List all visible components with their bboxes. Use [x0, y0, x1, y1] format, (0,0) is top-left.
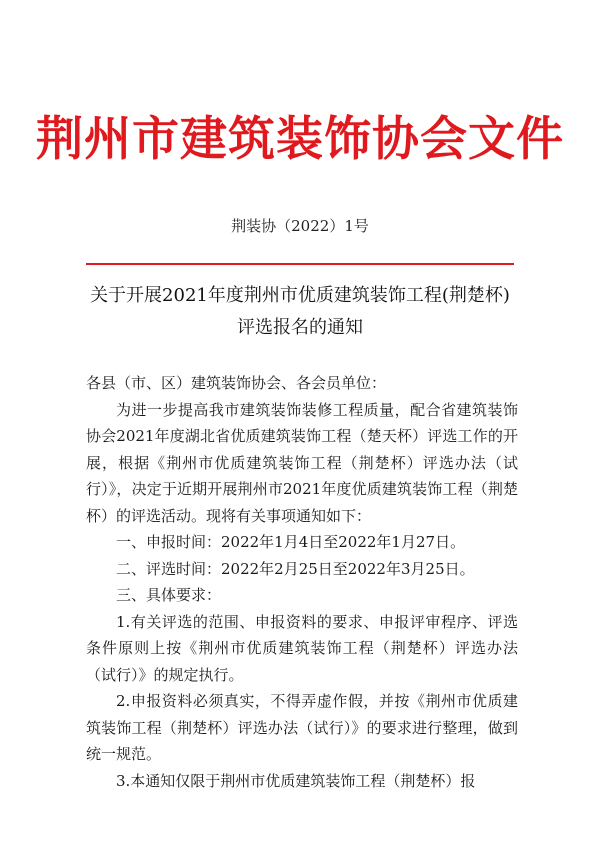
intro-paragraph: 为进一步提高我市建筑装饰装修工程质量，配合省建筑装饰协会2021年度湖北省优质建筑装饰工程（楚天杯）评选工作的开展，根据《荆州市优质建筑装饰工程（荆楚杯）评选办法（试行）》，决定于近期开展荆州市2021年度优质建筑装饰工程（荆楚杯）的评选活动。现将有关事项通知如下： [86, 400, 518, 525]
salutation: 各县（市、区）建筑装饰协会、各会员单位： [86, 374, 387, 392]
notice-title-line-1: 关于开展2021年度荆州市优质建筑装饰工程(荆楚杯) [90, 285, 510, 306]
document-number: 荆装协（2022）1号 [231, 217, 369, 235]
requirement-1: 1.有关评选的范围、申报资料的要求、申报评审程序、评选条件原则上按《荆州市优质建筑装饰工程（荆楚杯）评选办法（试行）》的规定执行。 [86, 612, 518, 684]
notice-body [86, 370, 518, 794]
red-divider-line [86, 263, 514, 265]
item-selection-time: 二、评选时间：2022年2月25日至2022年3月25日。 [116, 559, 475, 578]
requirement-3: 3.本通知仅限于荆州市优质建筑装饰工程（荆楚杯）报 [116, 771, 476, 790]
item-requirements-heading: 三、具体要求： [116, 586, 222, 604]
org-header-title: 荆州市建筑装饰协会文件 [36, 112, 564, 167]
item-application-time: 一、申报时间：2022年1月4日至2022年1月27日。 [116, 533, 466, 551]
notice-title-line-2: 评选报名的通知 [237, 317, 363, 338]
requirement-2: 2.申报资料必须真实，不得弄虚作假，并按《荆州市优质建筑装饰工程（荆楚杯）评选办法（试行）》的要求进行整理，做到统一规范。 [86, 692, 518, 763]
